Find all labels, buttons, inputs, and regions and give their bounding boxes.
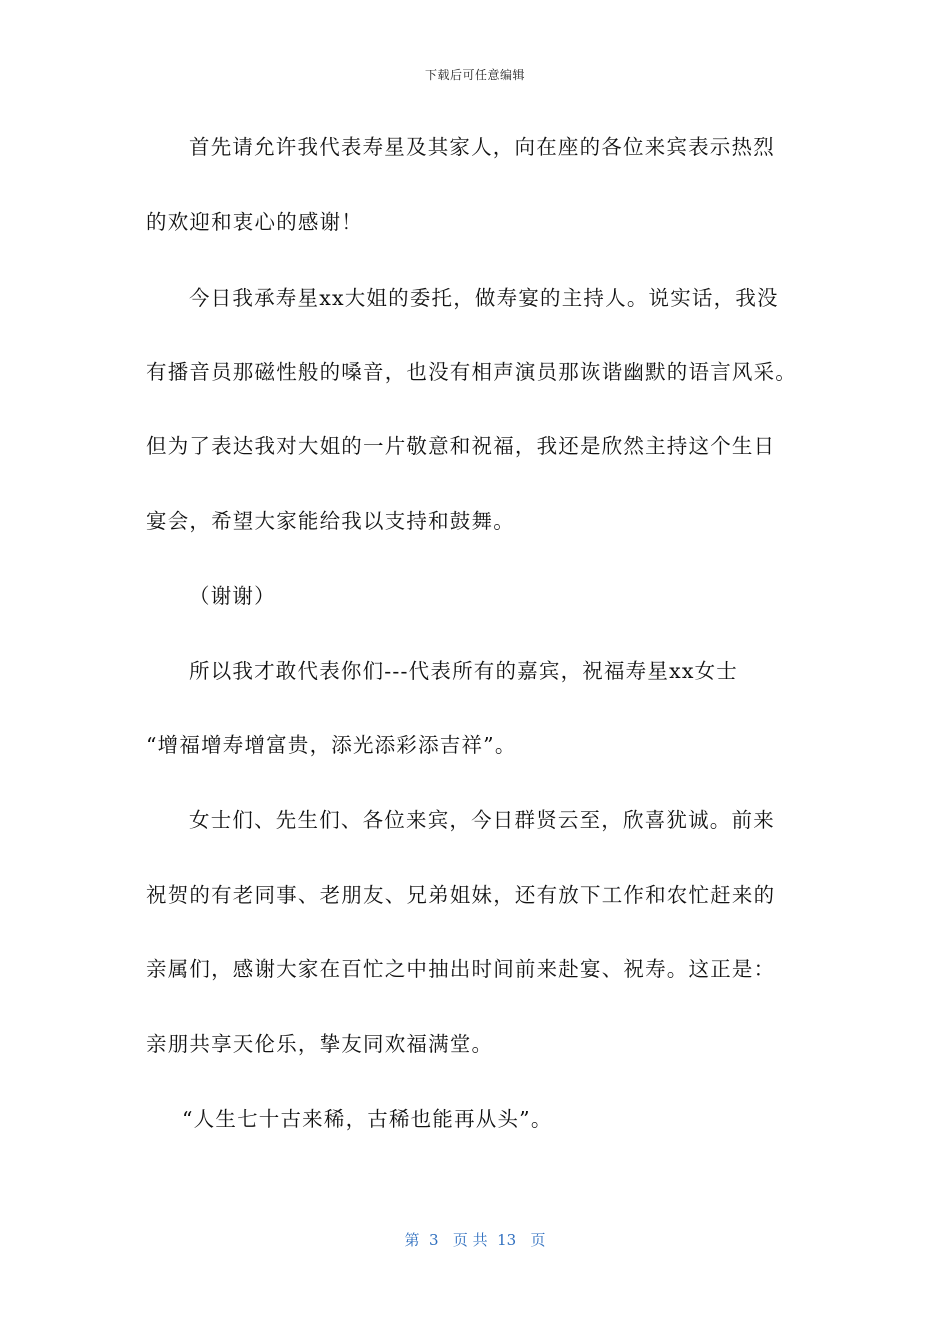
paragraph-line: “增福增寿增富贵，添光添彩添吉祥”。 xyxy=(146,733,517,757)
paragraph-line: 女士们、先生们、各位来宾，今日群贤云至，欣喜犹诚。前来 xyxy=(189,808,775,832)
paragraph-line: 亲属们，感谢大家在百忙之中抽出时间前来赴宴、祝寿。这正是： xyxy=(146,957,776,981)
paragraph-line: 的欢迎和衷心的感谢！ xyxy=(146,210,363,234)
paragraph-line: 所以我才敢代表你们---代表所有的嘉宾，祝福寿星xx女士 xyxy=(189,659,739,683)
paragraph-line: “人生七十古来稀，古稀也能再从头”。 xyxy=(182,1107,553,1131)
paragraph-line: 但为了表达我对大姐的一片敬意和祝福，我还是欣然主持这个生日 xyxy=(146,434,776,458)
paragraph-line: （谢谢） xyxy=(189,584,276,608)
paragraph-line: 宴会，希望大家能给我以支持和鼓舞。 xyxy=(146,509,515,533)
paragraph-line: 有播音员那磁性般的嗓音，也没有相声演员那诙谐幽默的语言风采。 xyxy=(146,360,797,384)
page-header: 下载后可任意编辑 xyxy=(424,68,525,82)
paragraph-line: 亲朋共享天伦乐，挚友同欢福满堂。 xyxy=(146,1032,494,1056)
page-number-footer: 第 3 页 共 13 页 xyxy=(404,1231,546,1249)
paragraph-line: 祝贺的有老同事、老朋友、兄弟姐妹，还有放下工作和农忙赶来的 xyxy=(146,883,776,907)
paragraph-line: 今日我承寿星xx大姐的委托，做寿宴的主持人。说实话，我没 xyxy=(189,286,779,310)
paragraph-line: 首先请允许我代表寿星及其家人，向在座的各位来宾表示热烈 xyxy=(189,135,775,159)
